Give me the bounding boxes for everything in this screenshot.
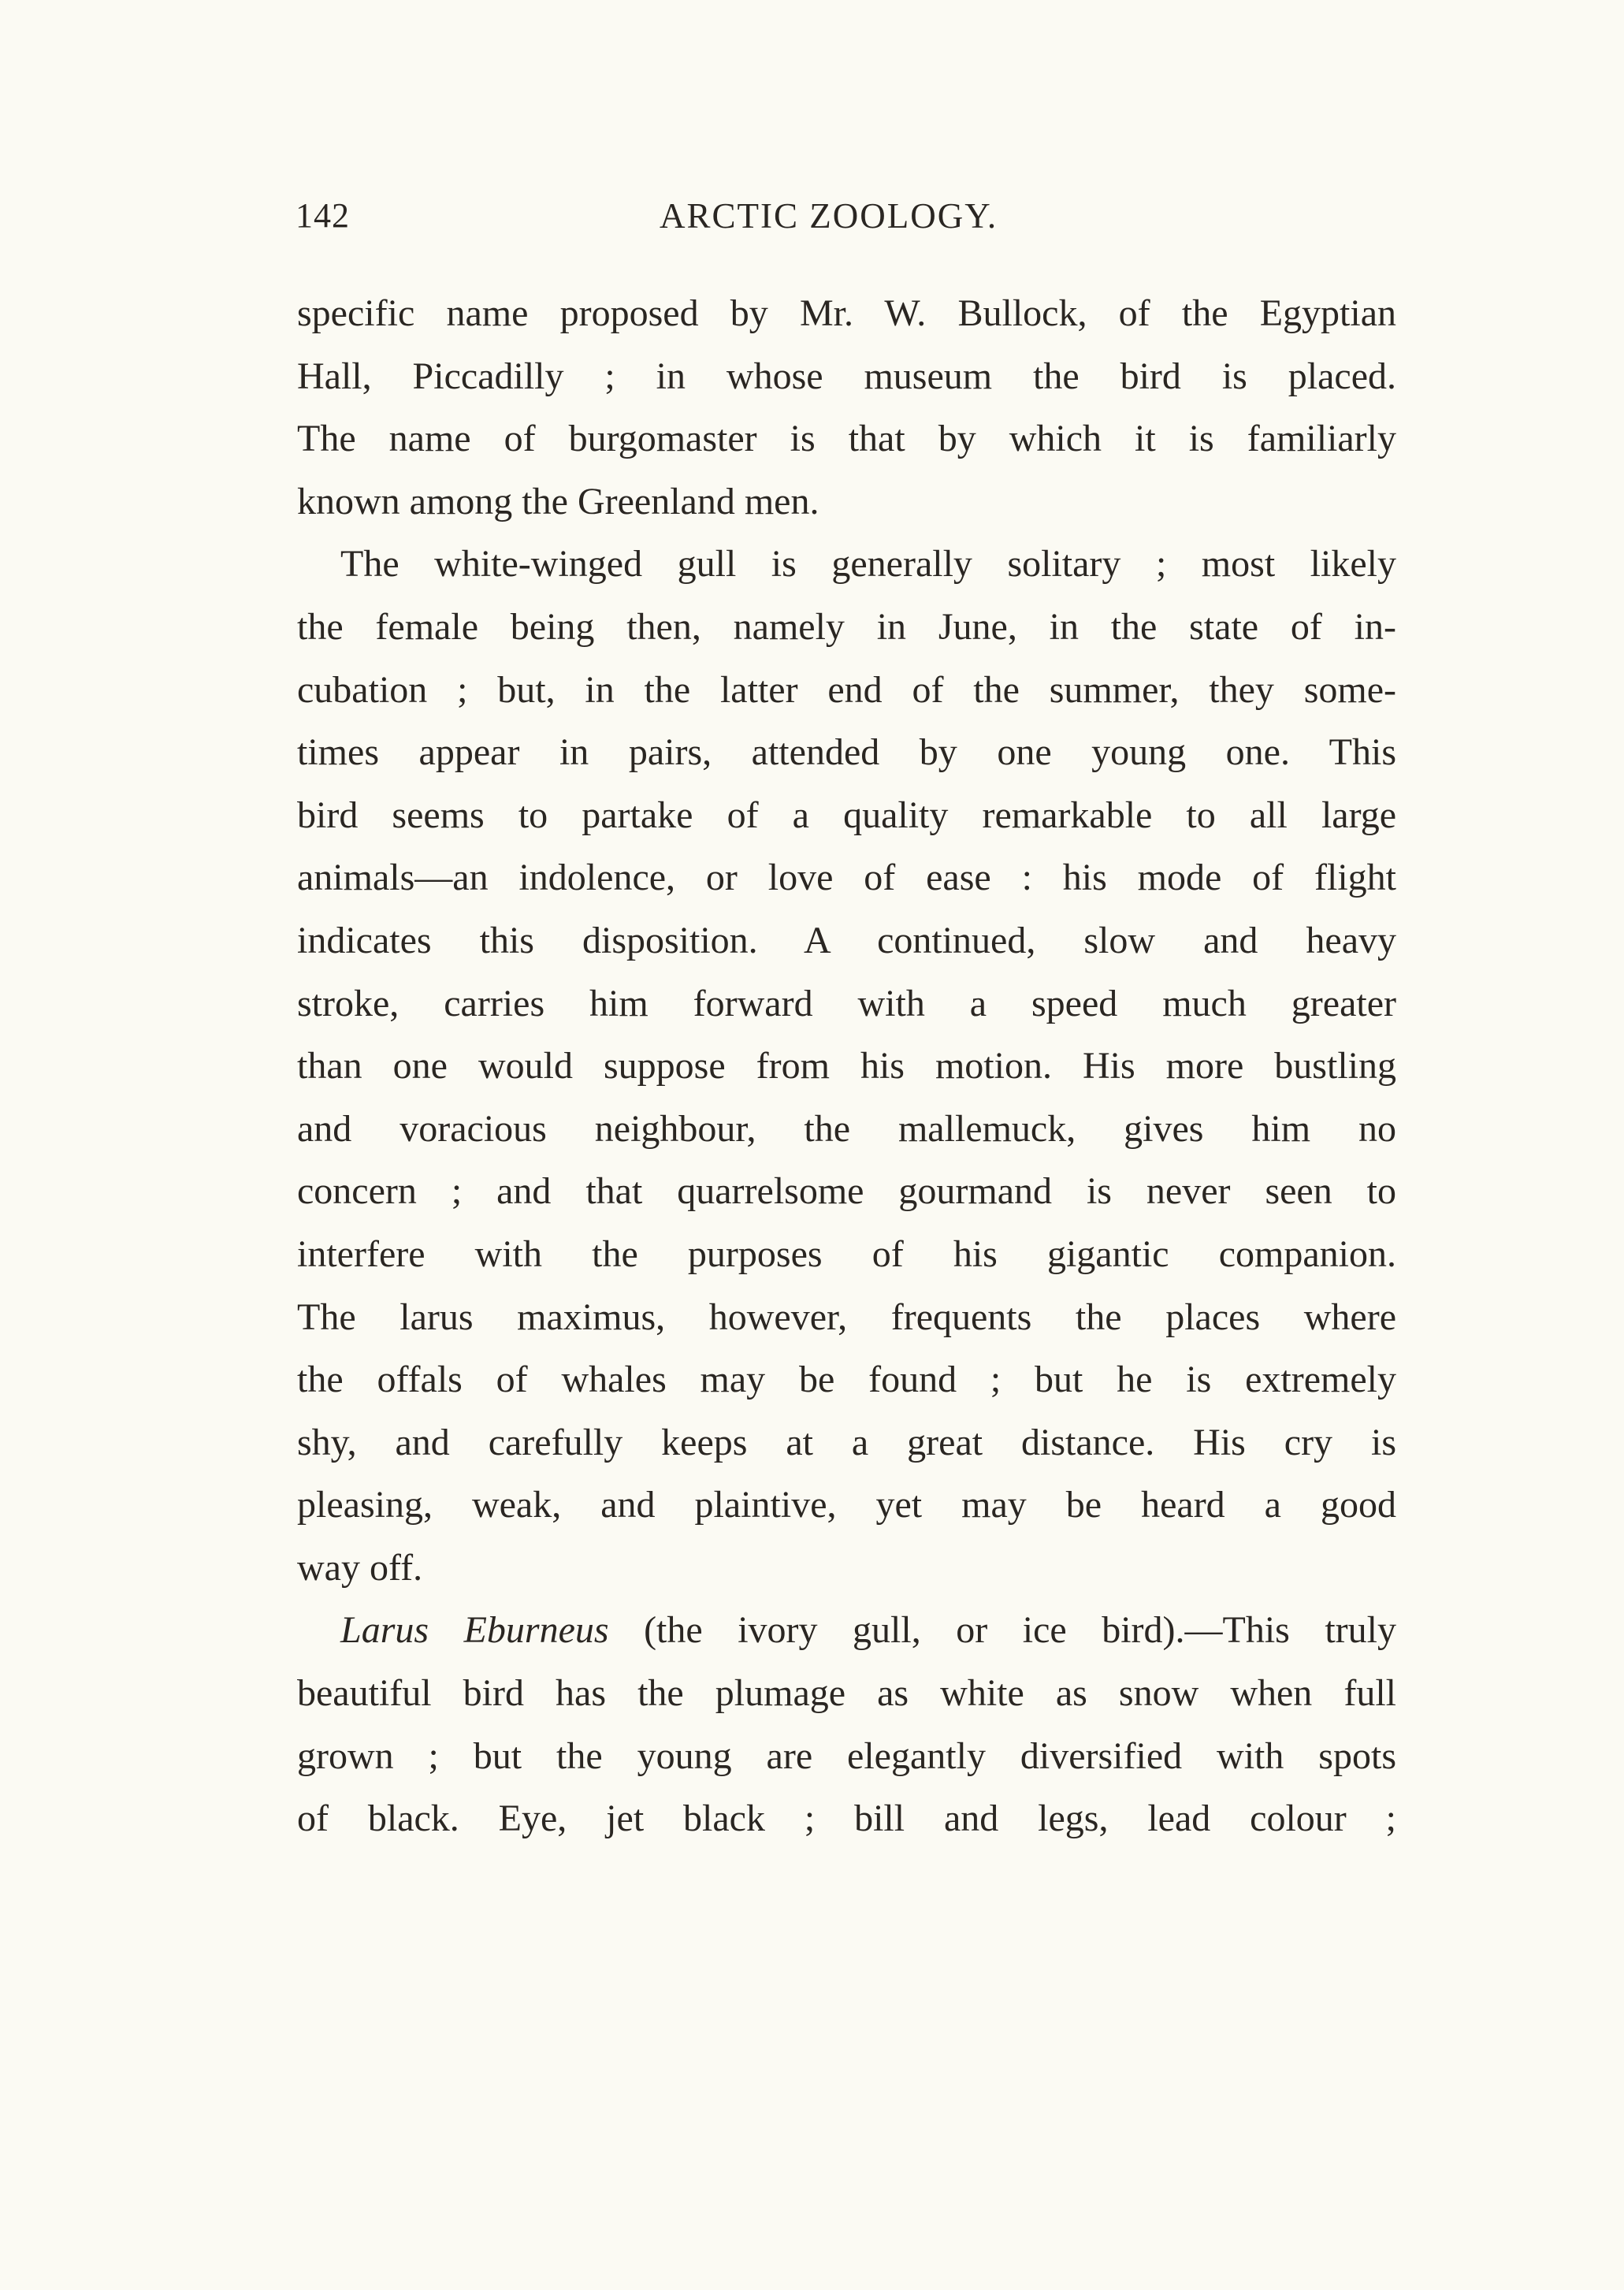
text-line: The white-winged gull is generally solitary ; most likely	[340, 543, 1396, 586]
species-name: Larus Eburneus	[340, 1609, 609, 1652]
text-line: way off.	[297, 1546, 423, 1589]
text-line: the offals of whales may be found ; but he is extremely	[297, 1359, 1396, 1401]
text-line: beautiful bird has the plumage as white as snow when full	[297, 1672, 1396, 1715]
text-line: grown ; but the young are elegantly diversified with spots	[297, 1734, 1396, 1777]
text-line: stroke, carries him forward with a speed much greater	[297, 982, 1396, 1024]
paragraph-2	[297, 533, 1396, 1599]
paragraph-3	[297, 1599, 1396, 1849]
text-line: interfere with the purposes of his gigantic companion.	[297, 1232, 1396, 1275]
text-line: Hall, Piccadilly ; in whose museum the bird is placed.	[297, 355, 1396, 397]
text-line: the female being then, namely in June, in the state of in-	[297, 605, 1396, 648]
text-line: times appear in pairs, attended by one young one. This	[297, 731, 1396, 774]
text-line: than one would suppose from his motion. His more bustling	[297, 1045, 1396, 1087]
text-line: shy, and carefully keeps at a great distance. His cry is	[297, 1421, 1396, 1463]
text-line: pleasing, weak, and plaintive, yet may be heard a good	[297, 1484, 1396, 1526]
text-run: (the ivory gull, or ice bird).—This truly	[608, 1609, 1397, 1652]
text-line: animals—an indolence, or love of ease : his mode of flight	[297, 857, 1396, 899]
text-line	[297, 1599, 1396, 1662]
page-header	[295, 195, 1399, 243]
text-line: indicates this disposition. A continued, slow and heavy	[297, 919, 1396, 961]
running-head: ARCTIC ZOOLOGY.	[660, 196, 998, 236]
text-line: The name of burgomaster is that by which it is familiarly	[297, 418, 1396, 460]
text-line: known among the Greenland men.	[297, 480, 819, 522]
text-line: and voracious neighbour, the mallemuck, gives him no	[297, 1107, 1396, 1150]
body-text	[297, 282, 1396, 1850]
text-line: specific name proposed by Mr. W. Bullock, of the Egyptian	[297, 292, 1396, 334]
page-number: 142	[295, 196, 350, 235]
text-line: The larus maximus, however, frequents the places where	[297, 1296, 1396, 1338]
text-line: cubation ; but, in the latter end of the summer, they some-	[297, 668, 1396, 711]
text-line: of black. Eye, jet black ; bill and legs, lead colour ;	[297, 1797, 1396, 1840]
text-line: concern ; and that quarrelsome gourmand is never seen to	[297, 1170, 1396, 1213]
paragraph-1	[297, 282, 1396, 533]
text-line: bird seems to partake of a quality remarkable to all large	[297, 794, 1396, 836]
